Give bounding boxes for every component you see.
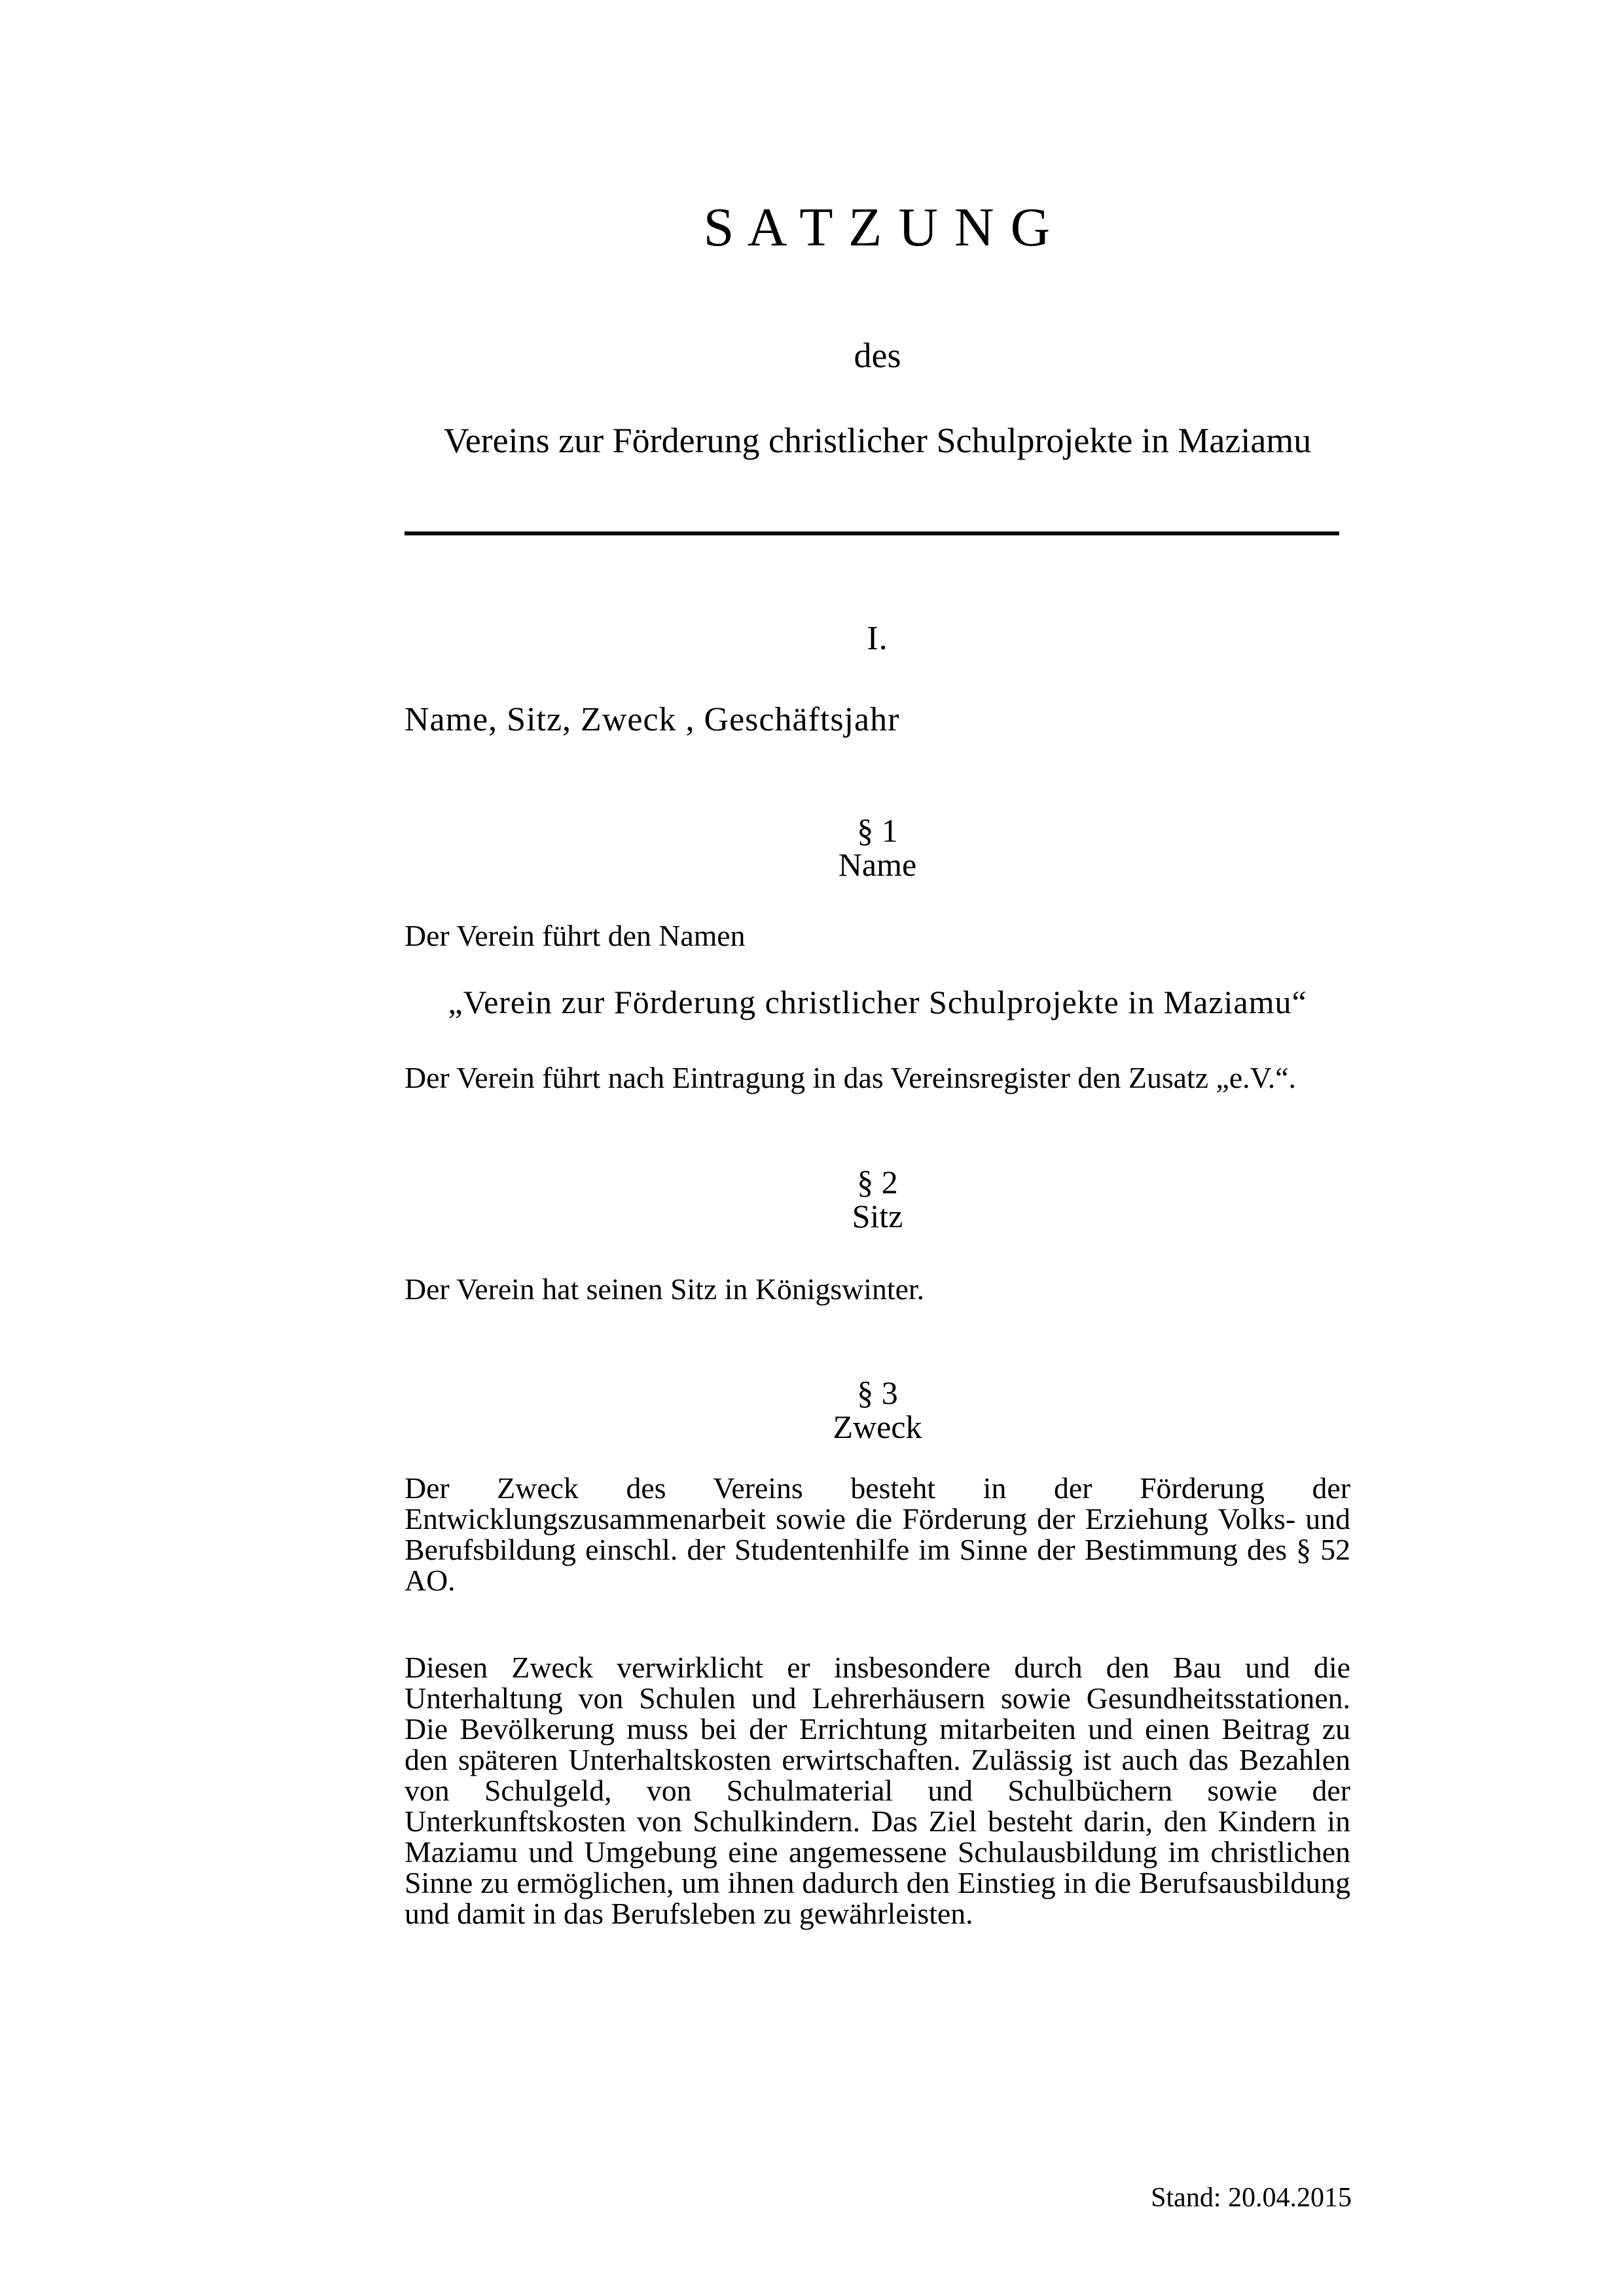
paragraph-1-text-register: Der Verein führt nach Eintragung in das Vereinsregister den Zusatz „e.V.“. xyxy=(405,1061,1297,1094)
section-numeral: I. xyxy=(867,620,888,657)
section-heading: Name, Sitz, Zweck , Geschäftsjahr xyxy=(405,701,900,738)
paragraph-2-text-seat: Der Verein hat seinen Sitz in Königswinter. xyxy=(405,1272,925,1306)
document-intro-word: des xyxy=(854,336,901,375)
paragraph-1-text-intro: Der Verein führt den Namen xyxy=(405,919,746,952)
paragraph-2-heading xyxy=(405,1165,1350,1233)
paragraph-1-title: Name xyxy=(838,846,917,883)
paragraph-1-number: § 1 xyxy=(857,812,898,849)
document-title: S A T Z U N G xyxy=(703,197,1052,258)
association-name-line: Vereins zur Förderung christlicher Schulprojekte in Maziamu xyxy=(443,421,1312,460)
paragraph-2-title: Sitz xyxy=(852,1198,903,1234)
paragraph-3-title: Zweck xyxy=(833,1408,922,1445)
paragraph-1-quoted-name: „Verein zur Förderung christlicher Schulprojekte in Maziamu“ xyxy=(448,984,1307,1020)
paragraph-3-text-purpose: Der Zweck des Vereins besteht in der Förderung der Entwicklungszusammenarbeit sowie die Förderung der Erziehung Volks- und Berufsbildung einschl. der Studentenhilfe im Sinne der Bestimmung des § 52 AO. xyxy=(405,1471,1350,1597)
document-version-date: Stand: 20.04.2015 xyxy=(1151,2183,1352,2213)
paragraph-2-number: § 2 xyxy=(857,1164,898,1200)
paragraph-3-text-implementation: Diesen Zweck verwirklicht er insbesondere durch den Bau und die Unterhaltung von Schulen und Lehrerhäusern sowie Gesundheitsstationen. Die Bevölkerung muss bei der Errichtung mitarbeiten und einen Beitrag zu den späteren Unterhaltskosten erwirtschaften. Zulässig ist auch das Bezahlen von Schulgeld, von Schulmaterial und Schulbüchern sowie der Unterkunftskosten von Schulkindern. Das Ziel besteht darin, den Kindern in Maziamu und Umgebung eine angemessene Schulausbildung im christlichen Sinne zu ermöglichen, um ihnen dadurch den Einstieg in die Berufsausbildung und damit in das Berufsleben zu gewährleisten. xyxy=(405,1651,1350,1930)
paragraph-1-heading xyxy=(405,814,1350,882)
paragraph-3-heading xyxy=(405,1376,1350,1444)
paragraph-3-number: § 3 xyxy=(857,1374,898,1411)
divider-line xyxy=(405,531,1339,535)
